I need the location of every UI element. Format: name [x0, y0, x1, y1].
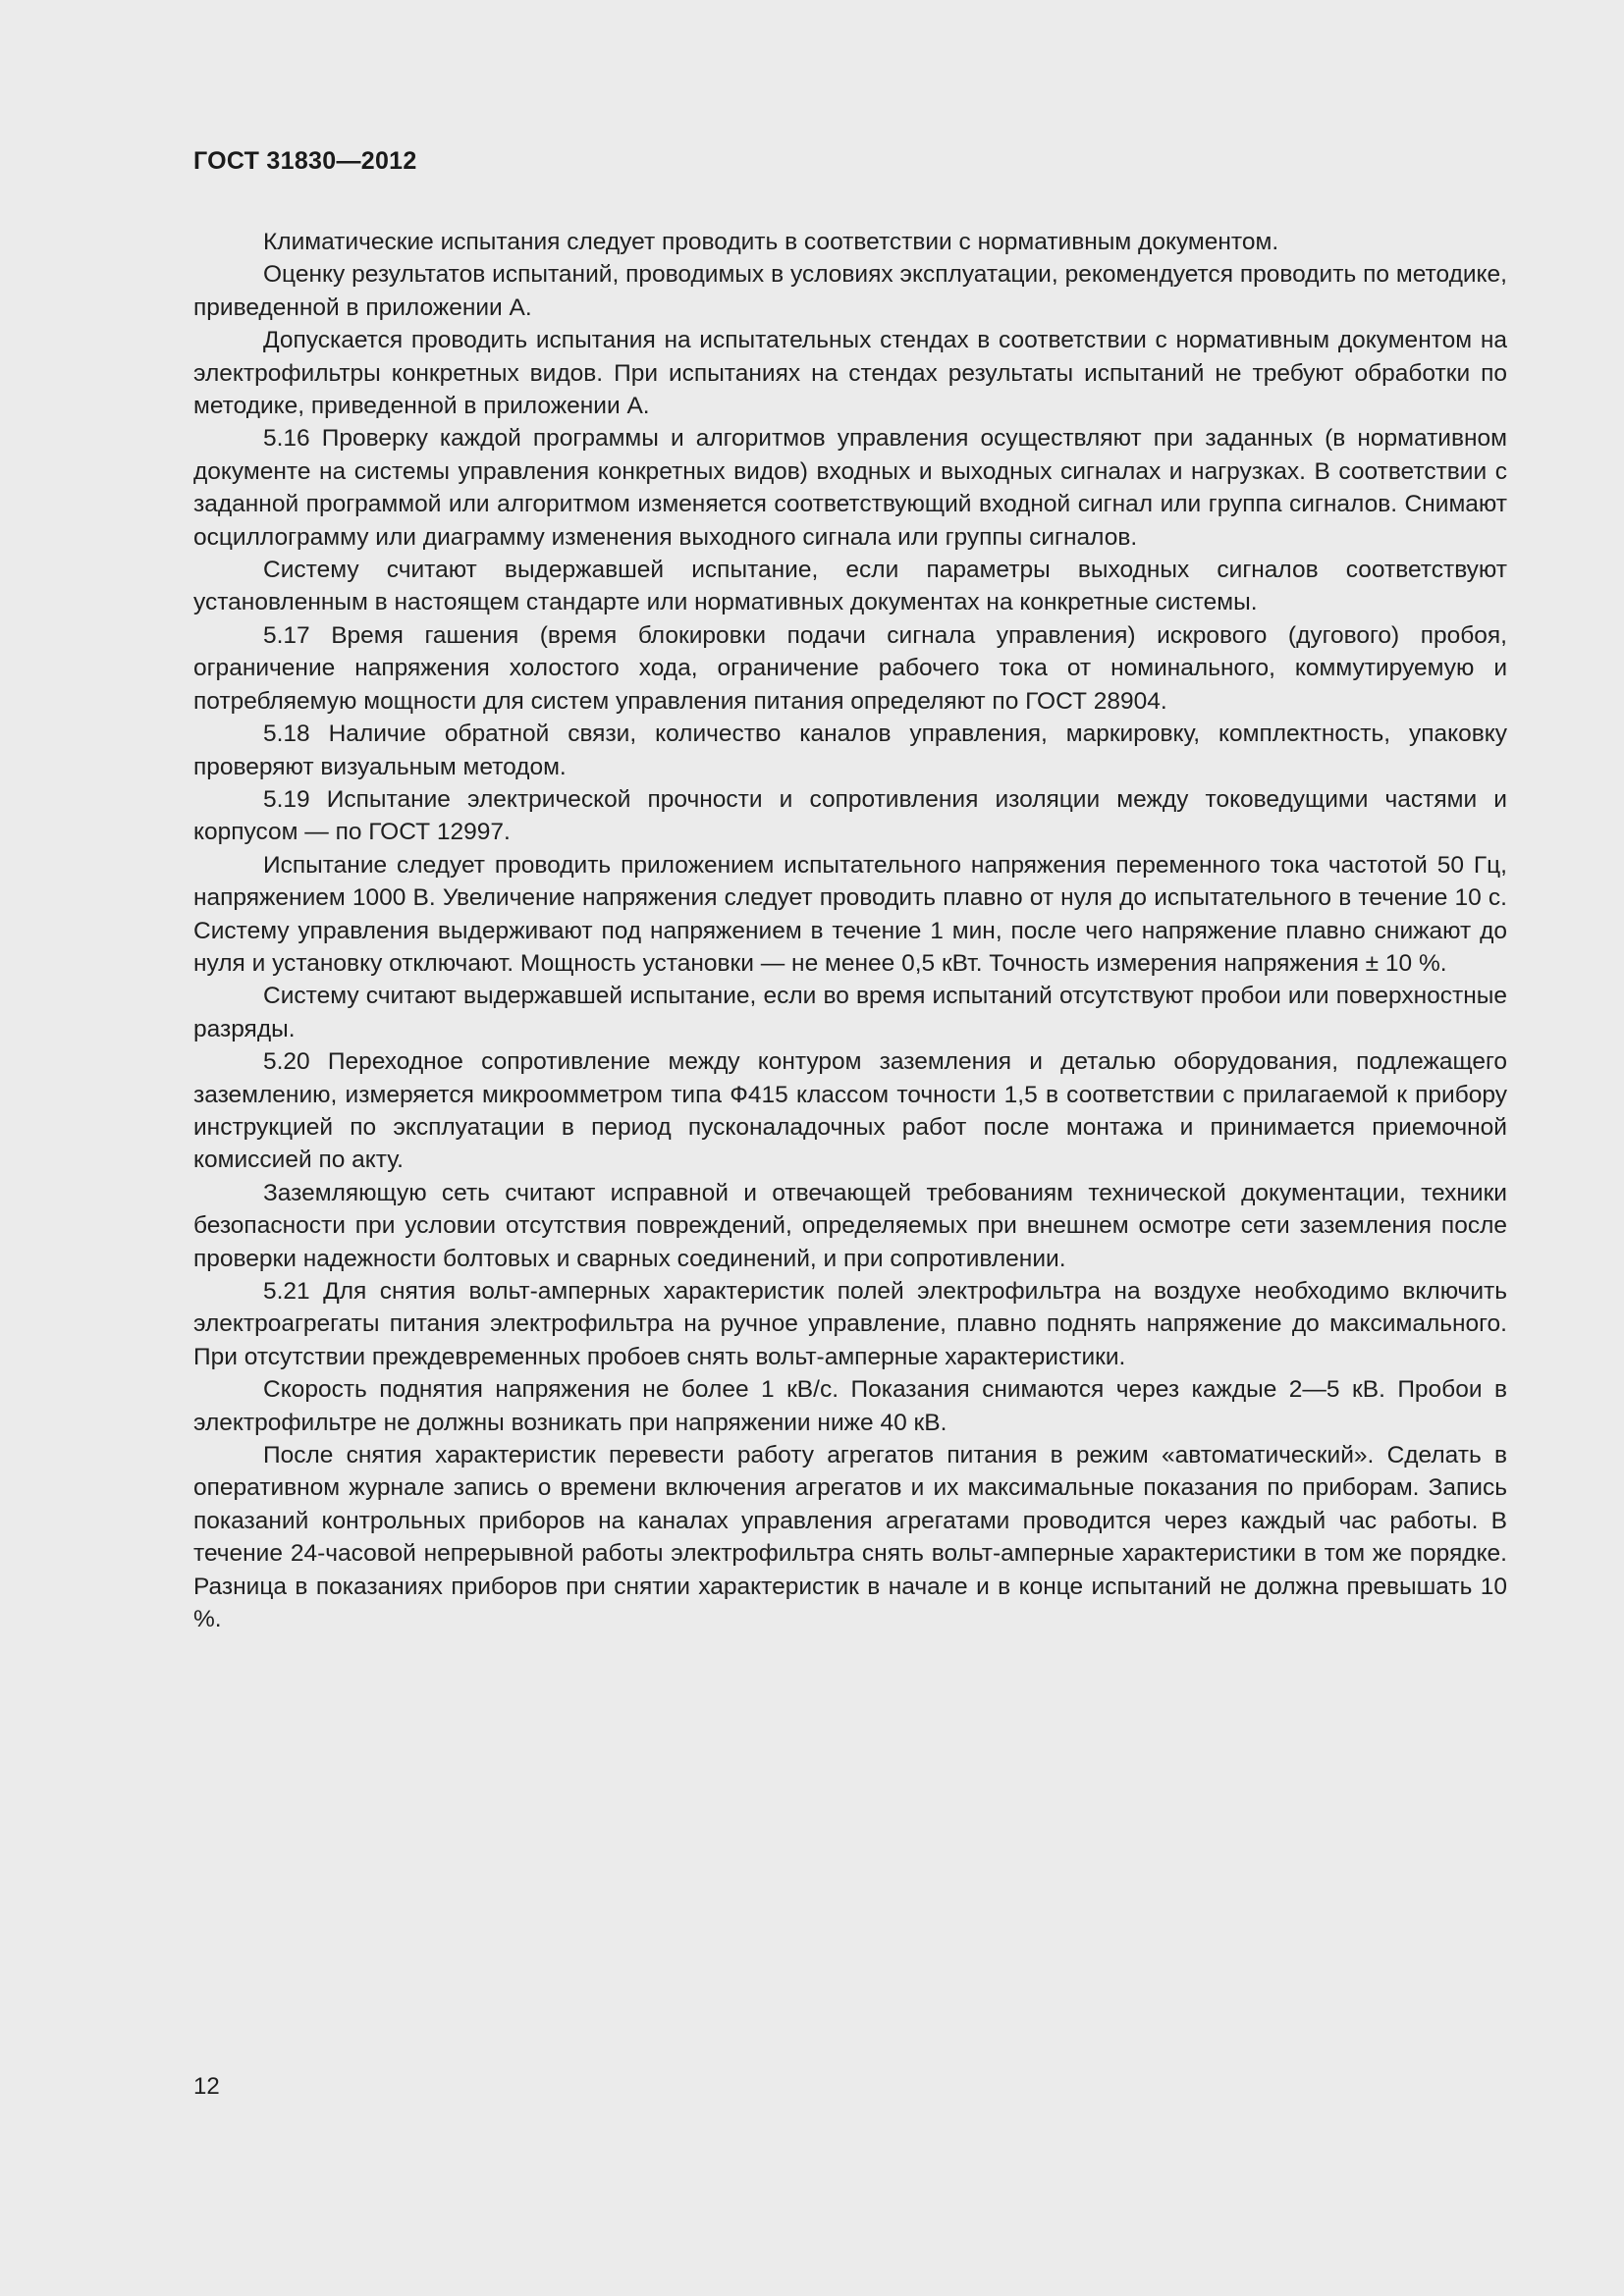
paragraph: Скорость поднятия напряжения не более 1 кВ/с. Показания снимаются через каждые 2—5 кВ. Пробои в электрофильтре не должны возникать при напряжении ниже 40 кВ. — [193, 1376, 1507, 1436]
paragraph: Испытание следует проводить приложением испытательного напряжения переменного тока частотой 50 Гц, напряжением 1000 В. Увеличение напряжения следует проводить плавно от нуля до испытательного в течение 10 с. Систему управления выдерживают под напряжением в течение 1 мин, после чего напряжение плавно снижают до нуля и установку отключают. Мощность установки — не менее 0,5 кВт. Точность измерения напряжения ± 10 %. — [193, 851, 1507, 977]
paragraph: Заземляющую сеть считают исправной и отвечающей требованиям технической документации, техники безопасности при условии отсутствия повреждений, определяемых при внешнем осмотре сети заземления после проверки надежности болтовых и сварных соединений, и при сопротивлении. — [193, 1179, 1507, 1272]
paragraph: 5.20 Переходное сопротивление между контуром заземления и деталью оборудования, подлежащего заземлению, измеряется микроомметром типа Ф415 классом точности 1,5 в соответствии с прилагаемой к прибору инструкцией по эксплуатации в период пусконаладочных работ после монтажа и принимается приемочной комиссией по акту. — [193, 1048, 1507, 1174]
paragraph: 5.18 Наличие обратной связи, количество каналов управления, маркировку, комплектность, упаковку проверяют визуальным методом. — [193, 721, 1507, 780]
paragraph: Оценку результатов испытаний, проводимых в условиях эксплуатации, рекомендуется проводить по методике, приведенной в приложении А. — [193, 261, 1507, 321]
paragraph: Допускается проводить испытания на испытательных стендах в соответствии с нормативным документом на электрофильтры конкретных видов. При испытаниях на стендах результаты испытаний не требуют обработки по методике, приведенной в приложении А. — [193, 327, 1507, 420]
paragraph: Климатические испытания следует проводить в соответствии с нормативным документом. — [263, 229, 1279, 255]
paragraph: 5.21 Для снятия вольт-амперных характеристик полей электрофильтра на воздухе необходимо включить электроагрегаты питания электрофильтра на ручное управление, плавно поднять напряжение до максимального. При отсутствии преждевременных пробоев снять вольт-амперные характеристики. — [193, 1278, 1507, 1370]
paragraph: Систему считают выдержавшей испытание, если параметры выходных сигналов соответствуют установленным в настоящем стандарте или нормативных документах на конкретные системы. — [193, 557, 1507, 616]
paragraph: После снятия характеристик перевести работу агрегатов питания в режим «автоматический». Сделать в оперативном журнале запись о времени включения агрегатов и их максимальные показания по приборам. Запись показаний контрольных приборов на каналах управления агрегатами проводится через каждый час работы. В течение 24-часовой непрерывной работы электрофильтра снять вольт-амперные характеристики в том же порядке. Разница в показаниях приборов при снятии характеристик в начале и в конце испытаний не должна превышать 10 %. — [193, 1442, 1507, 1633]
document-header: ГОСТ 31830—2012 — [193, 147, 417, 175]
paragraph: Систему считают выдержавшей испытание, если во время испытаний отсутствуют пробои или поверхностные разряды. — [193, 983, 1507, 1042]
document-body — [193, 226, 1507, 1635]
paragraph: 5.19 Испытание электрической прочности и сопротивления изоляции между токоведущими частями и корпусом — по ГОСТ 12997. — [193, 785, 1507, 846]
paragraph: 5.16 Проверку каждой программы и алгоритмов управления осуществляют при заданных (в нормативном документе на системы управления конкретных видов) входных и выходных сигналах и нагрузках. В соответствии с заданной программой или алгоритмом изменяется соответствующий входной сигнал или группа сигналов. Снимают осциллограмму или диаграмму изменения выходного сигнала или группы сигналов. — [193, 425, 1507, 551]
paragraph: 5.17 Время гашения (время блокировки подачи сигнала управления) искрового (дугового) пробоя, ограничение напряжения холостого хода, ограничение рабочего тока от номинального, коммутируемую и потребляемую мощности для систем управления питания определяют по ГОСТ 28904. — [193, 621, 1507, 715]
page-number: 12 — [193, 2073, 220, 2100]
